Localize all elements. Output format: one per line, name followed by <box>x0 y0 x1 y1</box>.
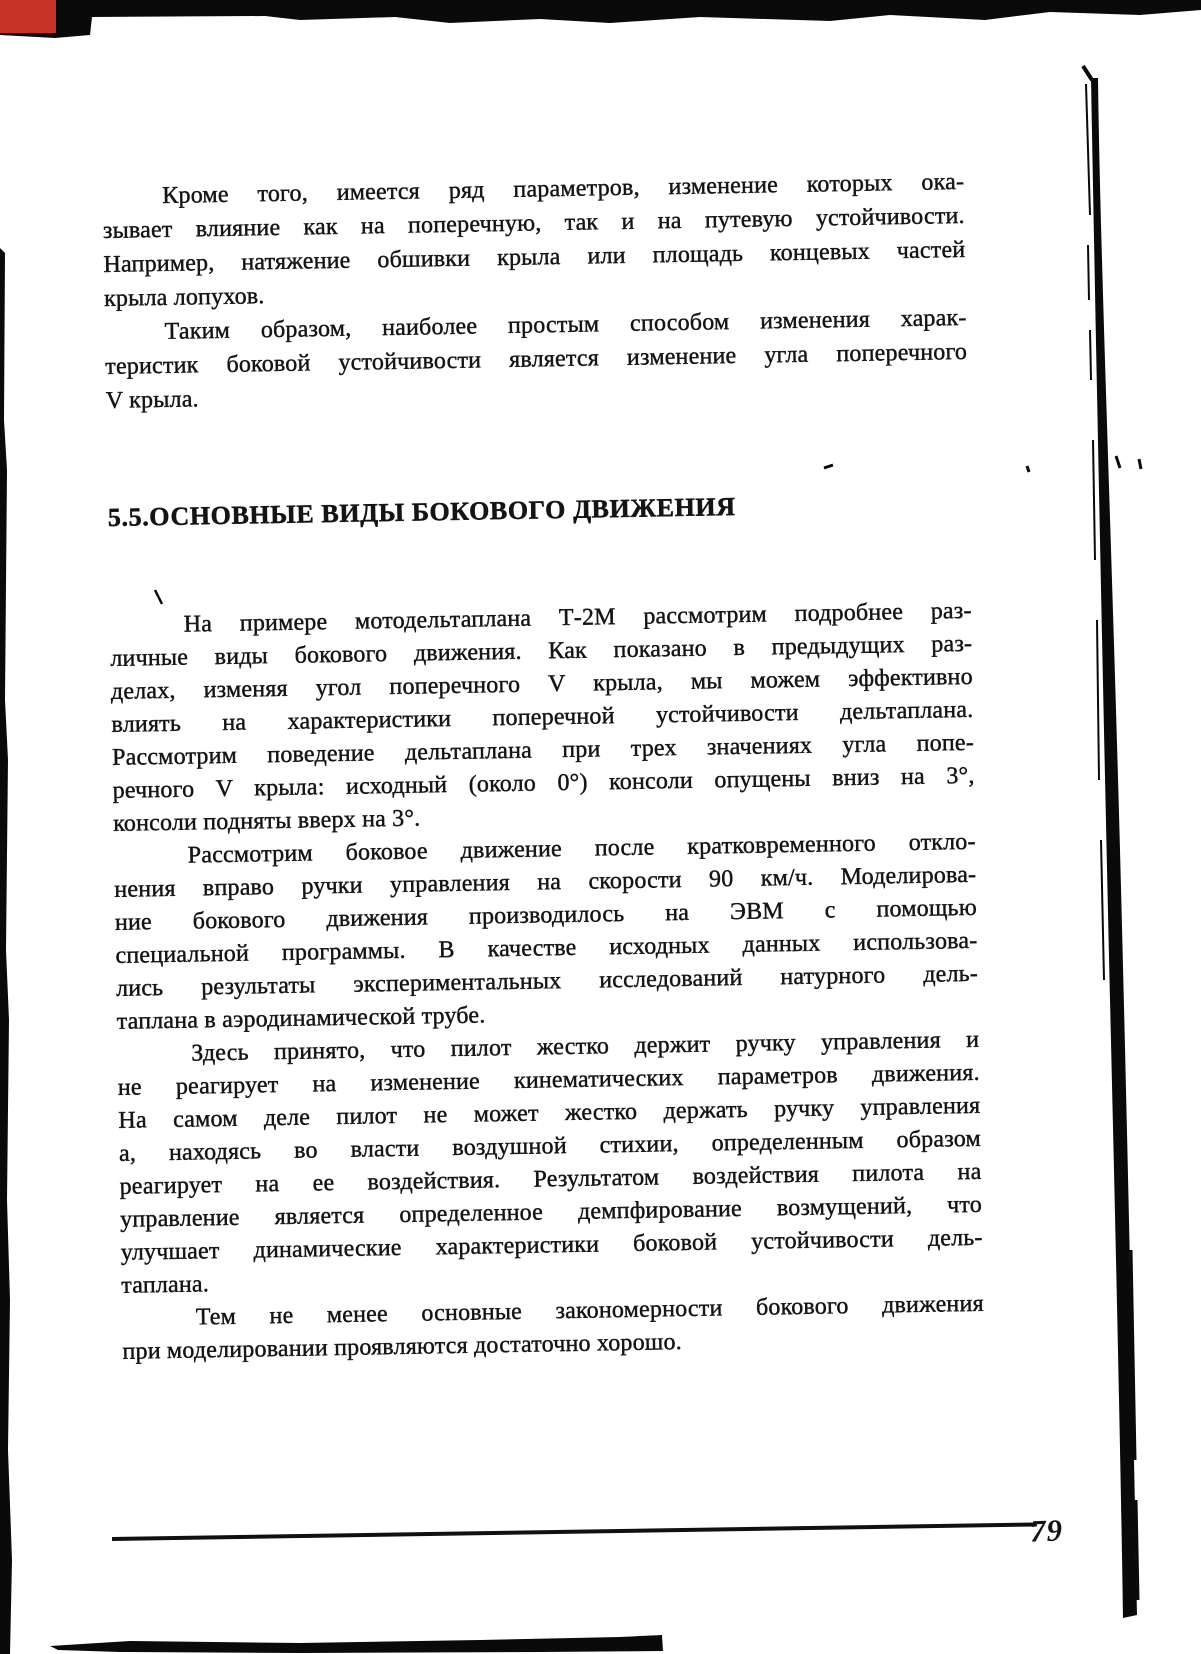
text-line: реагирует на ее воздействия. Результатом воздействия пилота на <box>119 1158 982 1200</box>
paragraph <box>122 1288 985 1369</box>
text-line: таплана. <box>121 1271 210 1299</box>
corner-mark <box>0 0 56 33</box>
text-line: делах, изменяя угол поперечного V крыла, мы можем эффективно <box>110 663 974 705</box>
text-line: а, находясь во власти воздушной стихии, определенным образом <box>118 1125 982 1167</box>
text-line: лись результаты экспериментальных исследований натурного дель- <box>115 960 979 1002</box>
text-line: управление является определенное демпфирование возмущений, что <box>119 1191 983 1233</box>
text-line: при моделировании проявляются достаточно хорошо. <box>122 1329 683 1365</box>
paragraph <box>114 826 979 1039</box>
text-line: не реагирует на изменение кинематических параметров движения. <box>117 1059 980 1101</box>
paragraph-group-main <box>110 595 985 1369</box>
text-line: На самом деле пилот не может жестко держать ручку управления <box>118 1092 981 1134</box>
text-line: Кроме того, имеется ряд параметров, изменение которых ока- <box>162 168 965 209</box>
paragraph <box>104 301 968 418</box>
text-line: зывает влияние как на поперечную, так и на путевую устойчивости. <box>102 202 965 244</box>
scan-artifact-spine-line <box>1091 78 1137 1618</box>
text-line: Тем не менее основные закономерности бокового движения <box>195 1290 984 1331</box>
text-line: речного V крыла: исходный (около 0°) консоли опущены вниз на 3°, <box>112 762 975 804</box>
page-number: 79 <box>1029 1512 1064 1549</box>
paragraph-group-top <box>102 165 968 418</box>
scan-artifact-spine-thin-right <box>1131 1250 1138 1600</box>
paragraph <box>110 595 976 841</box>
text-line: Рассмотрим поведение дельтаплана при трех значениях угла попе- <box>111 729 975 771</box>
text-line: теристик боковой устойчивости является изменение угла поперечного <box>105 338 968 380</box>
text-line: личные виды бокового движения. Как показано в предыдущих раз- <box>110 630 973 672</box>
text-line: крыла лопухов. <box>103 283 265 312</box>
text-line: нения вправо ручки управления на скорости 90 км/ч. Моделирова- <box>114 861 977 903</box>
text-line: консоли подняты вверх на 3°. <box>113 805 421 837</box>
scan-artifact-left-strip <box>0 248 12 1654</box>
scan-artifact-top-band <box>0 0 1201 38</box>
text-line: Например, натяжение обшивки крыла или площадь концевых частей <box>103 236 966 278</box>
text-line: Рассмотрим боковое движение после кратковременного откло- <box>187 828 976 869</box>
text-line: V крыла. <box>105 386 199 414</box>
paragraph <box>102 165 966 316</box>
scan-artifact-spine-thin-left <box>1086 84 1104 980</box>
section-heading: 5.5.ОСНОВНЫЕ ВИДЫ БОКОВОГО ДВИЖЕНИЯ <box>107 491 736 532</box>
paragraph <box>117 1024 983 1303</box>
text-line: улучшает динамические характеристики боковой устойчивости дель- <box>120 1224 983 1266</box>
text-line: Таким образом, наиболее простым способом изменения харак- <box>164 304 967 345</box>
page-content <box>102 165 985 1369</box>
text-line: специальной программы. В качестве исходных данных использова- <box>115 927 978 969</box>
scan-artifact-spine-hook <box>1083 66 1092 80</box>
scan-artifact-bottom-band <box>50 1635 663 1653</box>
text-line: Здесь принято, что пилот жестко держит ручку управления и <box>191 1026 980 1067</box>
footer-rule <box>112 1522 1037 1541</box>
text-line: ние бокового движения производилось на ЭВМ с помощью <box>114 894 978 936</box>
text-line: влиять на характеристики поперечной устойчивости дельтаплана. <box>111 696 974 738</box>
text-line: На примере мотодельтаплана Т-2М рассмотрим подробнее раз- <box>183 597 972 638</box>
text-line: таплана в аэродинамической трубе. <box>116 1002 486 1035</box>
